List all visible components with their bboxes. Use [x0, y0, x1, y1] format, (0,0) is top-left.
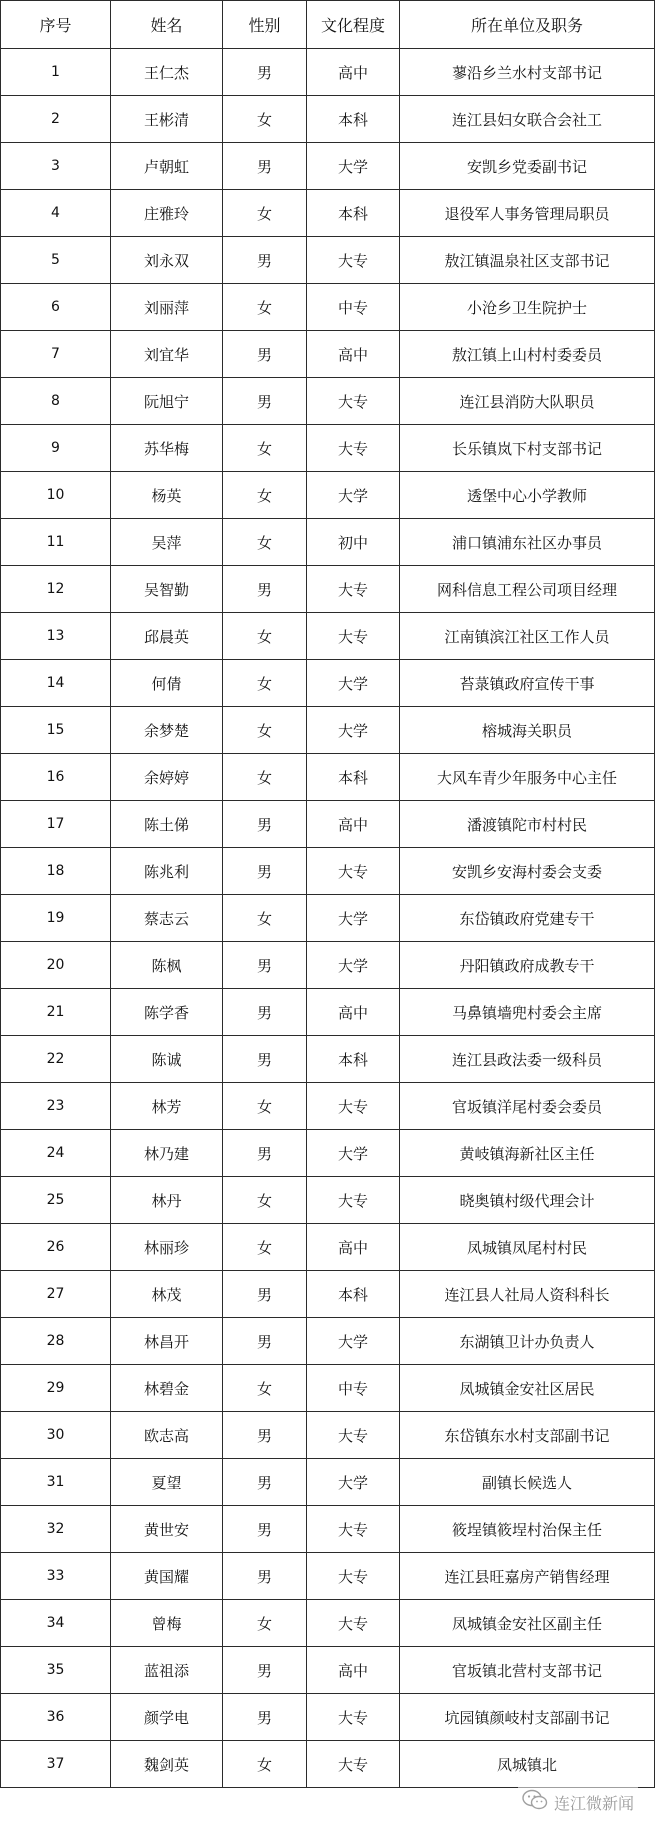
cell-gender: 男	[223, 942, 307, 989]
cell-index: 28	[1, 1318, 111, 1365]
table-row	[1, 1647, 655, 1694]
cell-name: 颜学电	[111, 1694, 223, 1741]
cell-gender: 男	[223, 848, 307, 895]
cell-gender: 男	[223, 1459, 307, 1506]
cell-unit-position: 丹阳镇政府成教专干	[400, 942, 655, 989]
cell-index: 24	[1, 1130, 111, 1177]
cell-unit-position: 东湖镇卫计办负责人	[400, 1318, 655, 1365]
cell-education: 中专	[307, 284, 400, 331]
cell-name: 林茂	[111, 1271, 223, 1318]
cell-index: 22	[1, 1036, 111, 1083]
cell-education: 本科	[307, 1036, 400, 1083]
cell-name: 林乃建	[111, 1130, 223, 1177]
cell-unit-position: 长乐镇岚下村支部书记	[400, 425, 655, 472]
cell-gender: 女	[223, 1177, 307, 1224]
table-row	[1, 519, 655, 566]
table-row	[1, 1036, 655, 1083]
cell-name: 林碧金	[111, 1365, 223, 1412]
cell-index: 7	[1, 331, 111, 378]
cell-gender: 女	[223, 707, 307, 754]
cell-education: 大专	[307, 1083, 400, 1130]
cell-index: 32	[1, 1506, 111, 1553]
table-row	[1, 1365, 655, 1412]
cell-gender: 男	[223, 237, 307, 284]
table-row	[1, 989, 655, 1036]
cell-name: 余梦楚	[111, 707, 223, 754]
cell-education: 大学	[307, 1130, 400, 1177]
table-row	[1, 1318, 655, 1365]
cell-education: 大专	[307, 1412, 400, 1459]
table-row	[1, 707, 655, 754]
table-row	[1, 96, 655, 143]
cell-education: 大专	[307, 1553, 400, 1600]
cell-education: 高中	[307, 49, 400, 96]
cell-index: 23	[1, 1083, 111, 1130]
cell-unit-position: 浦口镇浦东社区办事员	[400, 519, 655, 566]
cell-name: 刘丽萍	[111, 284, 223, 331]
table-body	[1, 49, 655, 1788]
cell-education: 大专	[307, 378, 400, 425]
cell-unit-position: 凤城镇金安社区居民	[400, 1365, 655, 1412]
cell-gender: 女	[223, 284, 307, 331]
cell-gender: 男	[223, 1318, 307, 1365]
cell-name: 何倩	[111, 660, 223, 707]
cell-index: 6	[1, 284, 111, 331]
cell-gender: 男	[223, 1694, 307, 1741]
cell-unit-position: 东岱镇东水村支部副书记	[400, 1412, 655, 1459]
cell-unit-position: 马鼻镇墙兜村委会主席	[400, 989, 655, 1036]
cell-gender: 男	[223, 143, 307, 190]
cell-gender: 男	[223, 1647, 307, 1694]
cell-gender: 女	[223, 660, 307, 707]
cell-education: 高中	[307, 1224, 400, 1271]
cell-education: 大专	[307, 237, 400, 284]
cell-index: 9	[1, 425, 111, 472]
cell-index: 13	[1, 613, 111, 660]
cell-education: 大专	[307, 1694, 400, 1741]
header-education: 文化程度	[307, 1, 400, 49]
table-row	[1, 754, 655, 801]
cell-name: 王仁杰	[111, 49, 223, 96]
cell-name: 陈学香	[111, 989, 223, 1036]
table-row	[1, 472, 655, 519]
cell-index: 20	[1, 942, 111, 989]
table-row	[1, 378, 655, 425]
cell-unit-position: 连江县旺嘉房产销售经理	[400, 1553, 655, 1600]
wechat-icon	[522, 1789, 548, 1815]
cell-gender: 男	[223, 801, 307, 848]
cell-unit-position: 网科信息工程公司项目经理	[400, 566, 655, 613]
cell-unit-position: 透堡中心小学教师	[400, 472, 655, 519]
table-row	[1, 1271, 655, 1318]
cell-gender: 男	[223, 1130, 307, 1177]
cell-name: 刘宜华	[111, 331, 223, 378]
cell-unit-position: 连江县政法委一级科员	[400, 1036, 655, 1083]
cell-gender: 男	[223, 1412, 307, 1459]
cell-name: 曾梅	[111, 1600, 223, 1647]
cell-index: 10	[1, 472, 111, 519]
cell-education: 大学	[307, 143, 400, 190]
cell-unit-position: 副镇长候选人	[400, 1459, 655, 1506]
cell-education: 大学	[307, 895, 400, 942]
table-header	[1, 1, 655, 49]
cell-education: 本科	[307, 96, 400, 143]
cell-education: 高中	[307, 331, 400, 378]
cell-index: 12	[1, 566, 111, 613]
cell-index: 8	[1, 378, 111, 425]
table-row	[1, 1083, 655, 1130]
cell-gender: 女	[223, 96, 307, 143]
header-row	[1, 1, 655, 49]
cell-name: 庄雅玲	[111, 190, 223, 237]
cell-education: 大专	[307, 1177, 400, 1224]
cell-education: 大学	[307, 1318, 400, 1365]
cell-name: 陈土俤	[111, 801, 223, 848]
cell-gender: 女	[223, 1741, 307, 1788]
cell-index: 25	[1, 1177, 111, 1224]
cell-unit-position: 安凯乡党委副书记	[400, 143, 655, 190]
table-row	[1, 848, 655, 895]
cell-index: 35	[1, 1647, 111, 1694]
table-row	[1, 1694, 655, 1741]
table-row	[1, 284, 655, 331]
cell-gender: 男	[223, 1271, 307, 1318]
cell-education: 高中	[307, 989, 400, 1036]
watermark-text: 连江微新闻	[553, 1793, 634, 1813]
cell-education: 本科	[307, 190, 400, 237]
cell-education: 大学	[307, 707, 400, 754]
cell-name: 阮旭宁	[111, 378, 223, 425]
cell-education: 高中	[307, 801, 400, 848]
cell-education: 大专	[307, 848, 400, 895]
cell-education: 中专	[307, 1365, 400, 1412]
cell-name: 欧志高	[111, 1412, 223, 1459]
cell-gender: 男	[223, 378, 307, 425]
cell-index: 26	[1, 1224, 111, 1271]
cell-unit-position: 坑园镇颜岐村支部副书记	[400, 1694, 655, 1741]
cell-name: 黄国耀	[111, 1553, 223, 1600]
cell-index: 27	[1, 1271, 111, 1318]
cell-index: 14	[1, 660, 111, 707]
table-row	[1, 660, 655, 707]
table-row	[1, 1600, 655, 1647]
cell-education: 大学	[307, 660, 400, 707]
table-row	[1, 1130, 655, 1177]
cell-index: 21	[1, 989, 111, 1036]
cell-name: 余婷婷	[111, 754, 223, 801]
cell-unit-position: 官坂镇北营村支部书记	[400, 1647, 655, 1694]
cell-name: 吴智勤	[111, 566, 223, 613]
cell-gender: 女	[223, 1365, 307, 1412]
cell-name: 杨英	[111, 472, 223, 519]
cell-education: 大学	[307, 942, 400, 989]
cell-name: 陈枫	[111, 942, 223, 989]
cell-name: 林芳	[111, 1083, 223, 1130]
table-row	[1, 895, 655, 942]
cell-name: 林昌开	[111, 1318, 223, 1365]
cell-unit-position: 凤城镇凤尾村村民	[400, 1224, 655, 1271]
table-row	[1, 1741, 655, 1788]
cell-index: 1	[1, 49, 111, 96]
cell-gender: 女	[223, 472, 307, 519]
cell-gender: 男	[223, 1506, 307, 1553]
cell-index: 17	[1, 801, 111, 848]
cell-index: 4	[1, 190, 111, 237]
header-unit-position: 所在单位及职务	[400, 1, 655, 49]
cell-name: 林丹	[111, 1177, 223, 1224]
table-row	[1, 237, 655, 284]
cell-index: 11	[1, 519, 111, 566]
cell-gender: 女	[223, 1224, 307, 1271]
cell-unit-position: 榕城海关职员	[400, 707, 655, 754]
cell-name: 黄世安	[111, 1506, 223, 1553]
cell-index: 31	[1, 1459, 111, 1506]
cell-name: 蔡志云	[111, 895, 223, 942]
cell-unit-position: 敖江镇温泉社区支部书记	[400, 237, 655, 284]
table-row	[1, 566, 655, 613]
cell-unit-position: 潘渡镇陀市村村民	[400, 801, 655, 848]
cell-education: 大专	[307, 1600, 400, 1647]
cell-gender: 男	[223, 1553, 307, 1600]
cell-education: 大专	[307, 1506, 400, 1553]
cell-gender: 女	[223, 1600, 307, 1647]
cell-education: 本科	[307, 754, 400, 801]
cell-gender: 女	[223, 1083, 307, 1130]
cell-education: 大专	[307, 425, 400, 472]
cell-gender: 男	[223, 566, 307, 613]
cell-gender: 女	[223, 425, 307, 472]
cell-unit-position: 连江县人社局人资科科长	[400, 1271, 655, 1318]
cell-unit-position: 小沧乡卫生院护士	[400, 284, 655, 331]
cell-index: 2	[1, 96, 111, 143]
cell-name: 夏望	[111, 1459, 223, 1506]
cell-gender: 女	[223, 754, 307, 801]
cell-unit-position: 凤城镇北	[400, 1741, 655, 1788]
cell-name: 邱晨英	[111, 613, 223, 660]
cell-education: 高中	[307, 1647, 400, 1694]
header-gender: 性别	[223, 1, 307, 49]
cell-name: 蓝祖添	[111, 1647, 223, 1694]
table-row	[1, 1553, 655, 1600]
table-row	[1, 1506, 655, 1553]
cell-name: 魏剑英	[111, 1741, 223, 1788]
cell-education: 大专	[307, 566, 400, 613]
cell-index: 15	[1, 707, 111, 754]
cell-unit-position: 蓼沿乡兰水村支部书记	[400, 49, 655, 96]
cell-gender: 男	[223, 989, 307, 1036]
table-row	[1, 613, 655, 660]
table-row	[1, 942, 655, 989]
cell-index: 18	[1, 848, 111, 895]
cell-name: 卢朝虹	[111, 143, 223, 190]
cell-unit-position: 苔菉镇政府宣传干事	[400, 660, 655, 707]
cell-name: 吴萍	[111, 519, 223, 566]
table-row	[1, 425, 655, 472]
cell-unit-position: 官坂镇洋尾村委会委员	[400, 1083, 655, 1130]
cell-gender: 男	[223, 49, 307, 96]
cell-name: 王彬清	[111, 96, 223, 143]
cell-unit-position: 大风车青少年服务中心主任	[400, 754, 655, 801]
cell-index: 30	[1, 1412, 111, 1459]
cell-gender: 女	[223, 519, 307, 566]
cell-gender: 女	[223, 895, 307, 942]
cell-index: 29	[1, 1365, 111, 1412]
table-row	[1, 1177, 655, 1224]
cell-index: 19	[1, 895, 111, 942]
cell-index: 36	[1, 1694, 111, 1741]
cell-name: 苏华梅	[111, 425, 223, 472]
cell-unit-position: 筱埕镇筱埕村治保主任	[400, 1506, 655, 1553]
cell-gender: 男	[223, 1036, 307, 1083]
cell-name: 陈诚	[111, 1036, 223, 1083]
cell-education: 大专	[307, 1741, 400, 1788]
cell-gender: 女	[223, 190, 307, 237]
cell-unit-position: 东岱镇政府党建专干	[400, 895, 655, 942]
cell-education: 大学	[307, 1459, 400, 1506]
cell-education: 本科	[307, 1271, 400, 1318]
cell-unit-position: 江南镇滨江社区工作人员	[400, 613, 655, 660]
cell-index: 5	[1, 237, 111, 284]
cell-unit-position: 连江县妇女联合会社工	[400, 96, 655, 143]
table-row	[1, 49, 655, 96]
cell-index: 37	[1, 1741, 111, 1788]
cell-index: 3	[1, 143, 111, 190]
table-row	[1, 190, 655, 237]
cell-unit-position: 安凯乡安海村委会支委	[400, 848, 655, 895]
header-index: 序号	[1, 1, 111, 49]
cell-unit-position: 敖江镇上山村村委委员	[400, 331, 655, 378]
cell-unit-position: 黄岐镇海新社区主任	[400, 1130, 655, 1177]
cell-unit-position: 凤城镇金安社区副主任	[400, 1600, 655, 1647]
cell-index: 16	[1, 754, 111, 801]
cell-index: 33	[1, 1553, 111, 1600]
watermark	[518, 1785, 638, 1819]
cell-education: 大学	[307, 472, 400, 519]
table-row	[1, 801, 655, 848]
cell-education: 大专	[307, 613, 400, 660]
table-row	[1, 143, 655, 190]
cell-gender: 女	[223, 613, 307, 660]
cell-education: 初中	[307, 519, 400, 566]
cell-name: 陈兆利	[111, 848, 223, 895]
cell-unit-position: 晓奥镇村级代理会计	[400, 1177, 655, 1224]
table-row	[1, 331, 655, 378]
header-name: 姓名	[111, 1, 223, 49]
table-row	[1, 1412, 655, 1459]
table-row	[1, 1224, 655, 1271]
cell-name: 林丽珍	[111, 1224, 223, 1271]
cell-gender: 男	[223, 331, 307, 378]
table-row	[1, 1459, 655, 1506]
cell-unit-position: 连江县消防大队职员	[400, 378, 655, 425]
cell-index: 34	[1, 1600, 111, 1647]
cell-name: 刘永双	[111, 237, 223, 284]
cell-unit-position: 退役军人事务管理局职员	[400, 190, 655, 237]
